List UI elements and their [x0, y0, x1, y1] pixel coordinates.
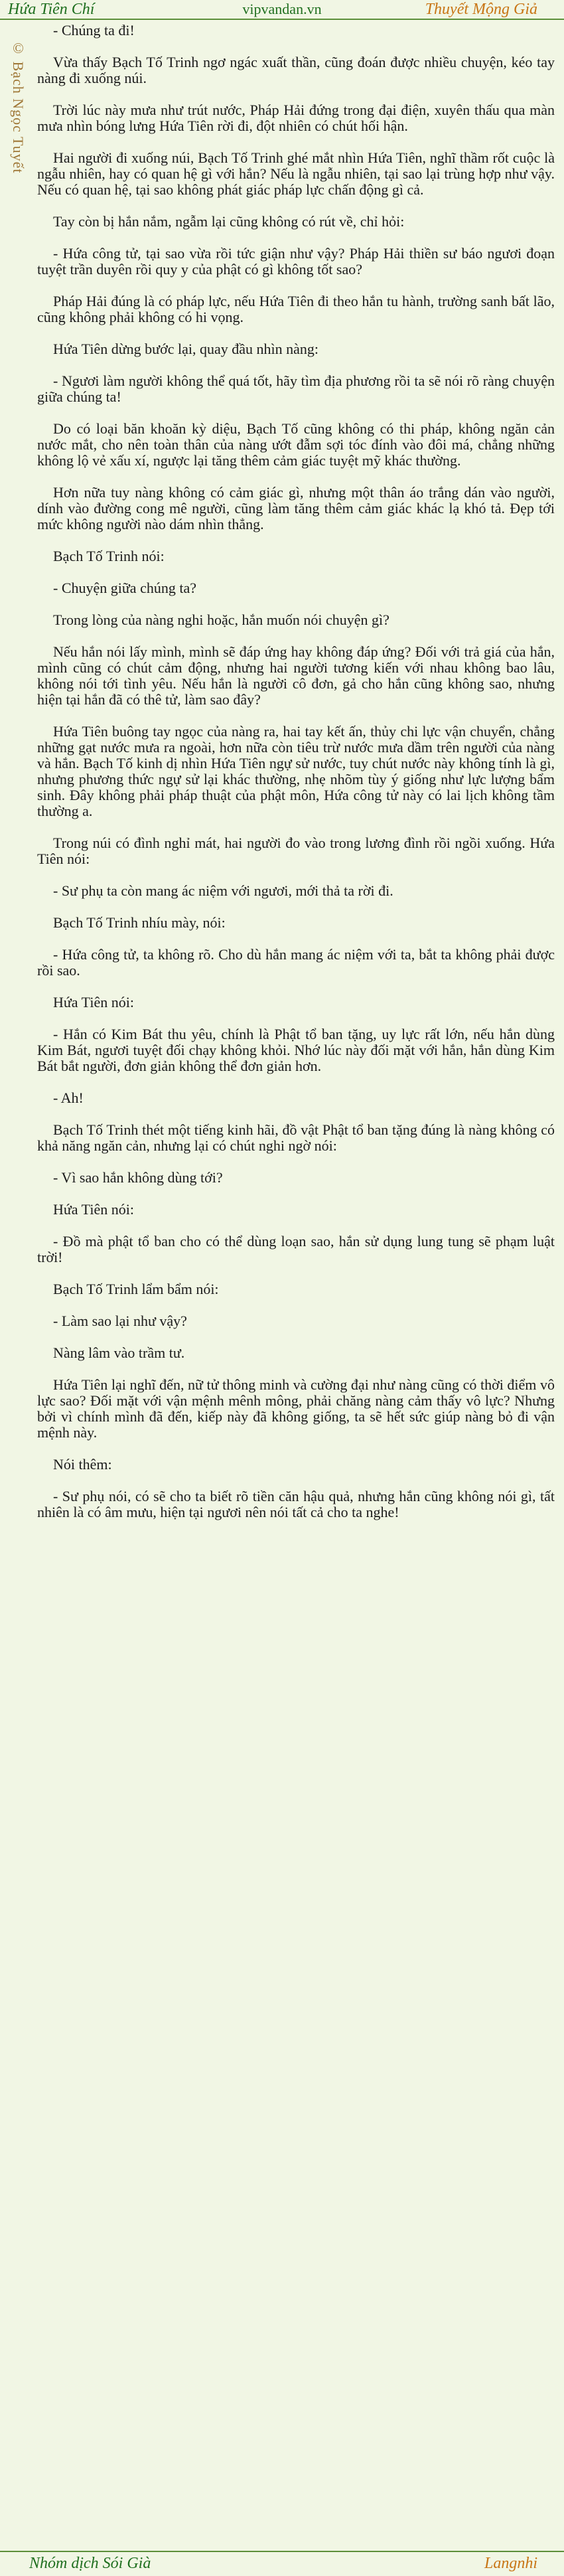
- paragraph: - Chuyện giữa chúng ta?: [53, 580, 196, 596]
- paragraph: - Ah!: [53, 1089, 84, 1106]
- footer-divider: [0, 2551, 564, 2552]
- paragraph: Nói thêm:: [53, 1456, 112, 1473]
- paragraph: Hứa Tiên lại nghĩ đến, nữ tử thông minh và cường đại như nàng cũng có thời điểm vô lực sao? Đối mặt với vận mệnh mênh mông, phải chăng nàng cảm thấy vô lực? Nhưng bởi vì chính mình đã đến, kiếp này đã không giống, ta sẽ hết sức giúp nàng bỏ đi vận mệnh này.: [37, 1376, 555, 1441]
- paragraph: - Chúng ta đi!: [53, 22, 135, 39]
- paragraph: - Hứa công tử, ta không rõ. Cho dù hắn mang ác niệm với ta, bắt ta không phải được rồi sao.: [37, 946, 555, 979]
- paragraph: Bạch Tố Trinh nhíu mày, nói:: [53, 914, 226, 931]
- chapter-body: [37, 23, 555, 1536]
- editor-name: Langnhi: [484, 2555, 537, 2572]
- paragraph: Hứa Tiên dừng bước lại, quay đầu nhìn nàng:: [53, 341, 318, 357]
- paragraph: Pháp Hải đúng là có pháp lực, nếu Hứa Tiên đi theo hắn tu hành, trường sanh bất lão, cũng không phải không có hi vọng.: [37, 293, 555, 325]
- paragraph: - Ngươi làm người không thể quá tốt, hãy tìm địa phương rồi ta sẽ nói rõ ràng chuyện giữa chúng ta!: [37, 372, 555, 405]
- paragraph: Nàng lâm vào trầm tư.: [53, 1344, 185, 1361]
- paragraph: Trong lòng của nàng nghi hoặc, hắn muốn nói chuyện gì?: [53, 611, 389, 628]
- paragraph: Bạch Tố Trinh nói:: [53, 548, 165, 564]
- page-header: [0, 0, 564, 18]
- paragraph: - Hắn có Kim Bát thu yêu, chính là Phật tổ ban tặng, uy lực rất lớn, nếu hắn dùng Kim Bát, ngươi tuyệt đối chạy không khỏi. Nhớ lúc này đối mặt với hắn, hắn dùng Kim Bát bắt người, đơn giản không thể đơn giản hơn.: [37, 1026, 555, 1074]
- paragraph: Trời lúc này mưa như trút nước, Pháp Hải đứng trong đại điện, xuyên thấu qua màn mưa nhìn bóng lưng Hứa Tiên rời đi, đột nhiên có chút hối hận.: [37, 102, 555, 134]
- paragraph: - Đồ mà phật tổ ban cho có thể dùng loạn sao, hắn sử dụng lung tung sẽ phạm luật trời!: [37, 1233, 555, 1265]
- paragraph: Hai người đi xuống núi, Bạch Tố Trinh ghé mắt nhìn Hứa Tiên, nghĩ thầm rốt cuộc là ngẫu nhiên, hay có quan hệ gì với hắn? Nếu là ngẫu nhiên, tại sao lại trùng hợp như vậy. Nếu có quan hệ, tại sao không phát giác pháp lực chấn động gì cả.: [37, 149, 555, 198]
- book-title: Hứa Tiên Chí: [8, 1, 95, 18]
- paragraph: Nếu hắn nói lấy mình, mình sẽ đáp ứng hay không đáp ứng? Đối với trả giá của hắn, mình cũng có chút cảm động, nhưng hai người tương kiến với nhau không bao lâu, không nói tới tình yêu. Nếu hắn là người cô đơn, gả cho hắn cũng không sao, nhưng hiện tại hắn đã có thê tử, làm sao đây?: [37, 643, 555, 708]
- paragraph: Hơn nữa tuy nàng không có cảm giác gì, nhưng một thân áo trắng dán vào người, dính vào đường cong mê người, cũng làm tăng thêm cảm giác khác lạ khó tả. Đẹp tới mức không người nào dám nhìn thẳng.: [37, 484, 555, 532]
- paragraph: Hứa Tiên buông tay ngọc của nàng ra, hai tay kết ấn, thủy chi lực vận chuyển, chẳng những gạt nước mưa ra ngoài, hơn nữa còn tiêu trừ nước mưa dầm trên người của nàng và hắn. Bạch Tố kinh dị nhìn Hứa Tiên ngự sử nước, tuy chút nước này không tính là gì, nhưng phương thức ngự sử lại khác thường, nhẹ nhõm tùy ý giống như lực lượng bẩm sinh. Đây không phải pháp thuật của phật môn, Hứa công tử này có lai lịch không tầm thường a.: [37, 723, 555, 819]
- paragraph: Trong núi có đình nghỉ mát, hai người đo vào trong lương đình rồi ngồi xuống. Hứa Tiên nói:: [37, 835, 555, 867]
- paragraph: - Sư phụ nói, có sẽ cho ta biết rõ tiền căn hậu quả, nhưng hắn cũng không nói gì, tất nhiên là có âm mưu, hiện tại ngươi nên nói tất cả cho ta nghe!: [37, 1488, 555, 1520]
- paragraph: - Sư phụ ta còn mang ác niệm với ngươi, mới thả ta rời đi.: [53, 882, 393, 899]
- paragraph: Do có loại băn khoăn kỳ diệu, Bạch Tố cũng không có thi pháp, không ngăn cản nước mắt, cho nên toàn thân của nàng ướt đẫm sợi tóc đính vào đôi má, chẳng những không lộ vẻ xấu xí, ngược lại tăng thêm cảm giác tuyệt mỹ khác thường.: [37, 420, 555, 469]
- translator-group: Nhóm dịch Sói Già: [29, 2555, 151, 2572]
- author-name: Thuyết Mộng Giả: [425, 1, 537, 18]
- side-watermark: © Bạch Ngọc Tuyết: [10, 40, 27, 174]
- paragraph: - Làm sao lại như vậy?: [53, 1313, 187, 1329]
- paragraph: Hứa Tiên nói:: [53, 1201, 134, 1218]
- paragraph: Bạch Tố Trinh thét một tiếng kinh hãi, đồ vật Phật tổ ban tặng đúng là nàng không có khả năng ngăn cản, nhưng lại có chút nghi ngờ nói:: [37, 1121, 555, 1154]
- paragraph: Hứa Tiên nói:: [53, 994, 134, 1010]
- header-divider: [0, 19, 564, 20]
- paragraph: - Hứa công tử, tại sao vừa rồi tức giận như vậy? Pháp Hải thiền sư báo ngươi đoạn tuyệt trần duyên rồi quy y của phật có gì không tốt sao?: [37, 245, 555, 278]
- paragraph: Bạch Tố Trinh lẩm bẩm nói:: [53, 1281, 219, 1297]
- paragraph: Tay còn bị hắn nắm, ngẫm lại cũng không có rút về, chỉ hỏi:: [53, 213, 405, 230]
- site-name: vipvandan.vn: [242, 1, 322, 17]
- paragraph: Vừa thấy Bạch Tố Trinh ngơ ngác xuất thần, cũng đoán được nhiều chuyện, kéo tay nàng đi xuống núi.: [37, 54, 555, 86]
- paragraph: - Vì sao hắn không dùng tới?: [53, 1169, 223, 1186]
